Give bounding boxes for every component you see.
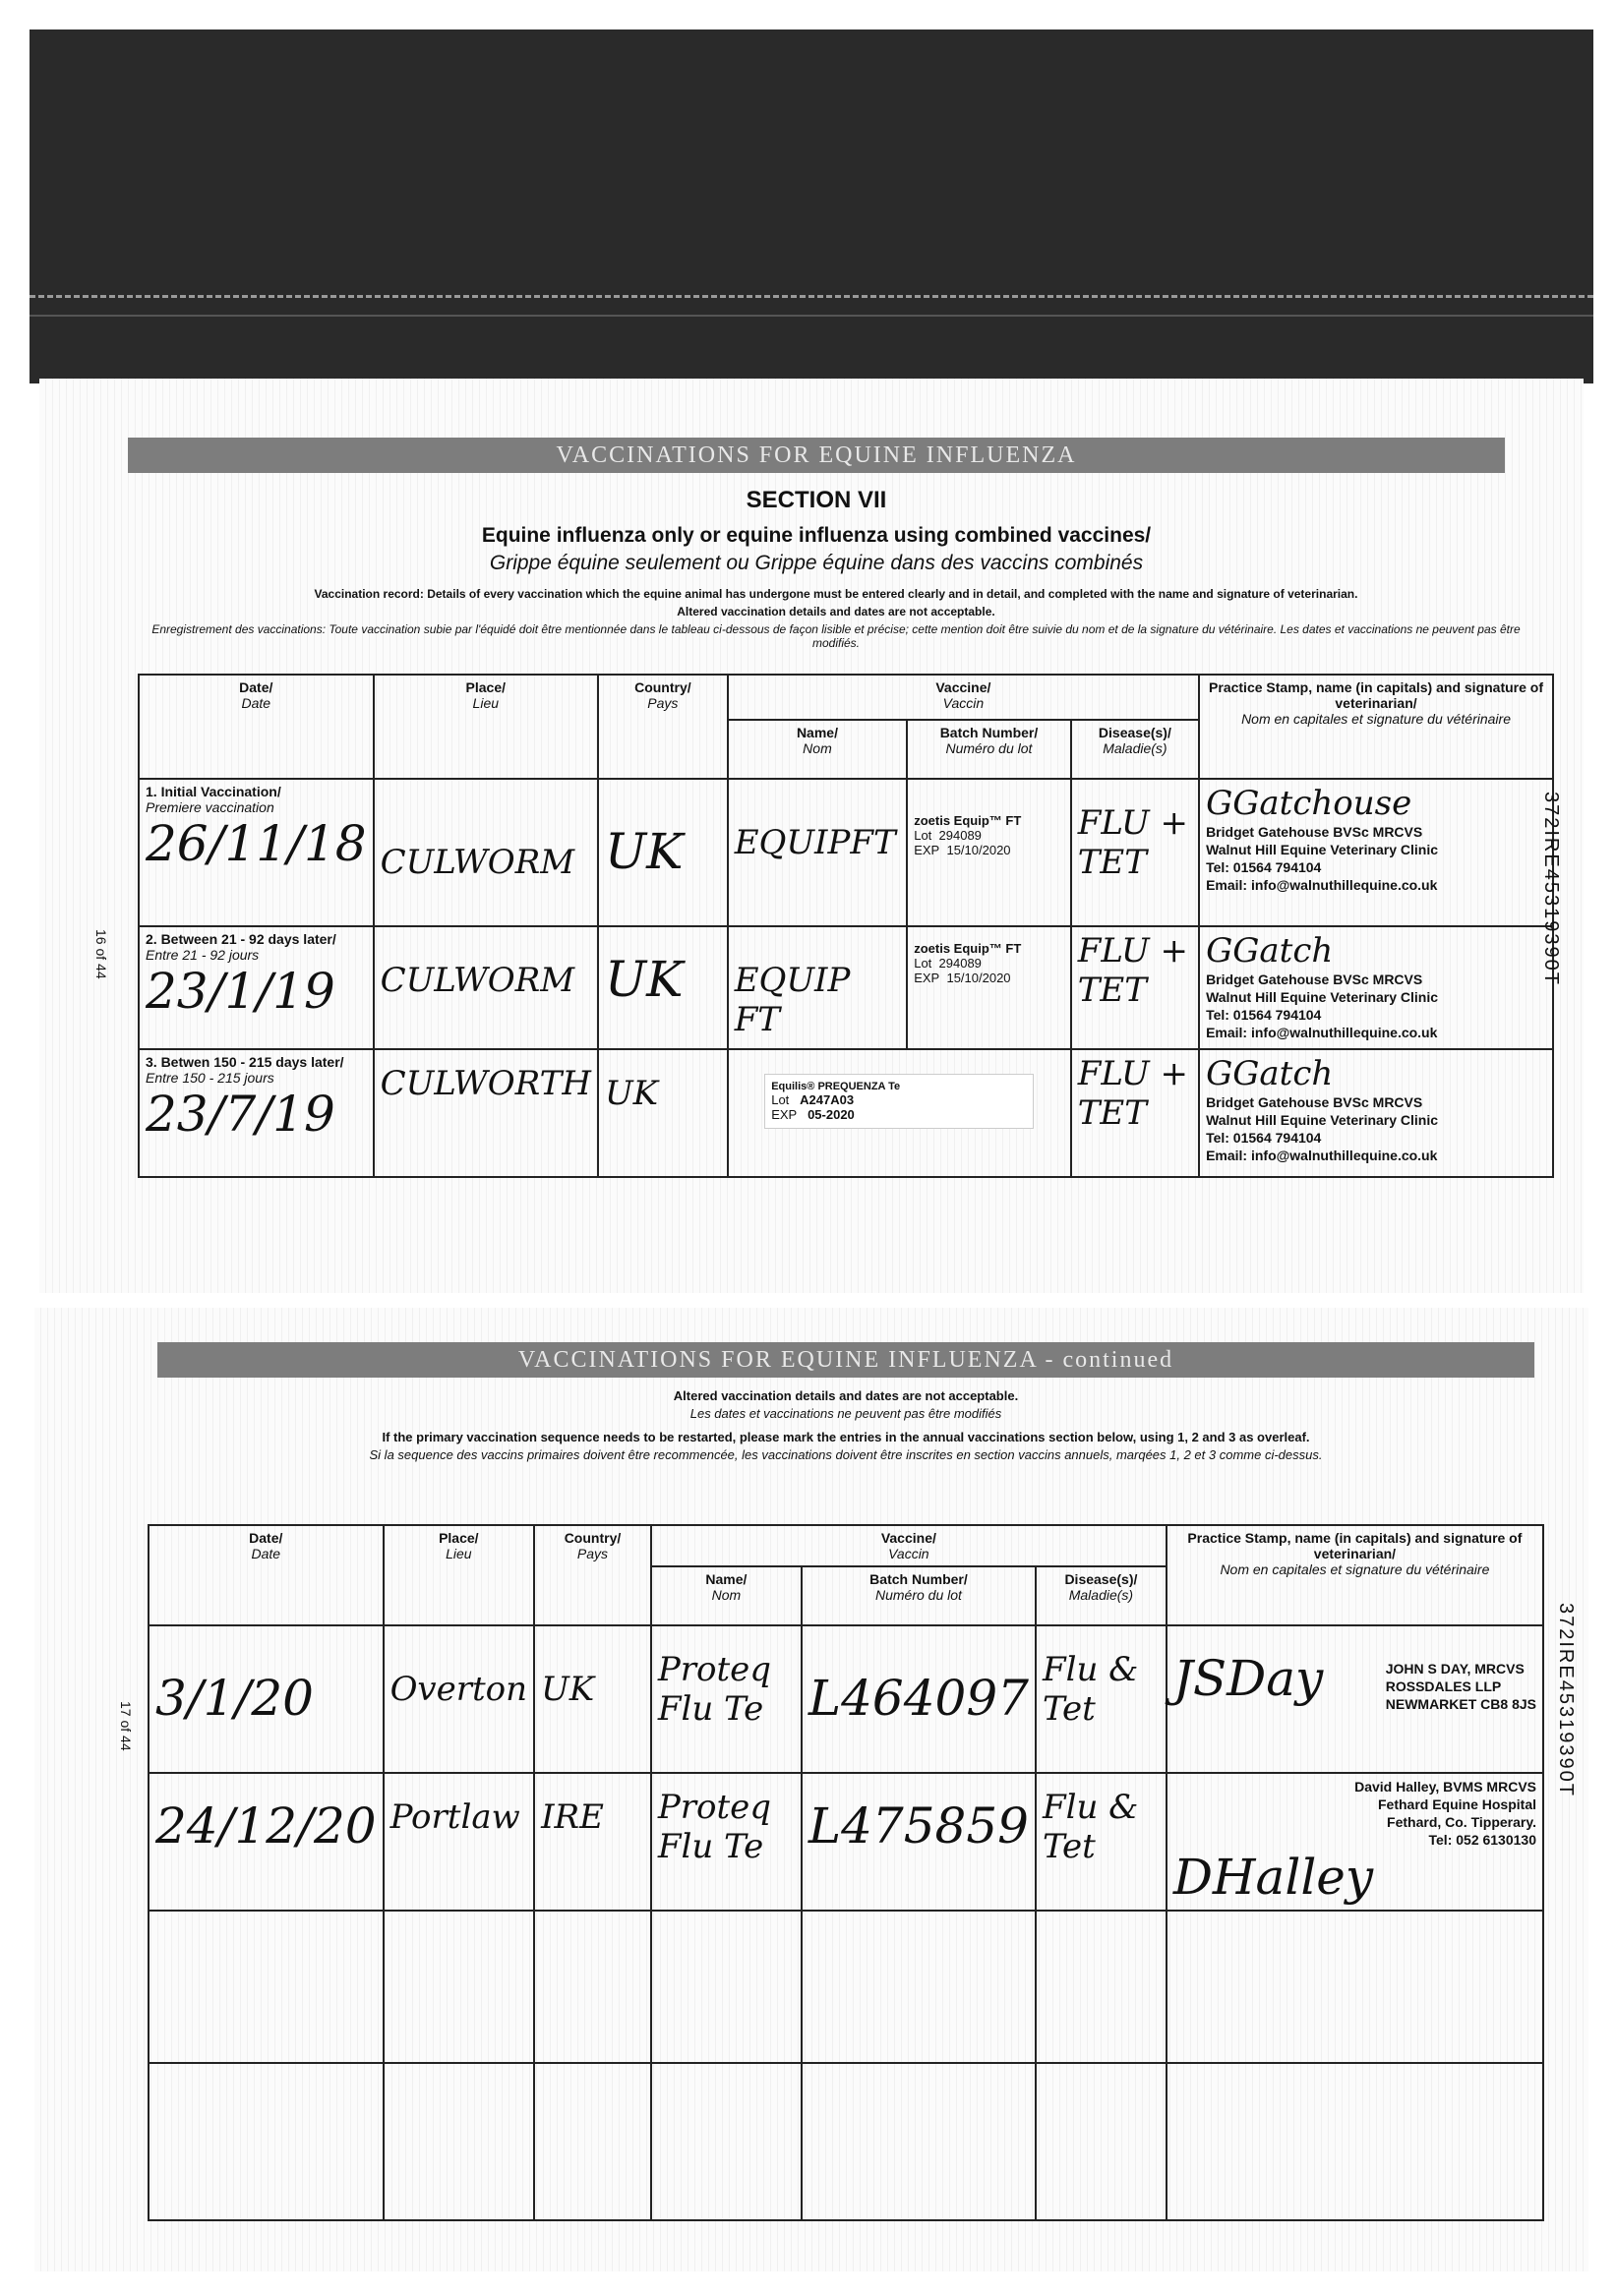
practice-stamp: Bridget Gatehouse BVSc MRCVS Walnut Hill Equine Veterinary Clinic Tel: 01564 794104 Email: info@walnuthillequine.co.uk	[1206, 824, 1439, 893]
disease-value: FLU + TET	[1077, 803, 1188, 882]
country-cell	[598, 926, 728, 1049]
practice-cell	[1199, 779, 1553, 926]
date-cell	[139, 926, 374, 1049]
country-value: IRE	[541, 1797, 604, 1837]
name-value: Proteq Flu Te	[657, 1788, 772, 1866]
batch-lot: Lot 294089	[914, 956, 982, 971]
row-label: 3. Betwen 150 - 215 days later/ Entre 150 - 215 jours	[146, 1054, 344, 1086]
col-vaccine-header: Vaccine/ Vaccin	[728, 675, 1199, 720]
col-date-header: Date/ Date	[139, 675, 374, 779]
practice-stamp: Bridget Gatehouse BVSc MRCVS Walnut Hill Equine Veterinary Clinic Tel: 01564 794104 Email: info@walnuthillequine.co.uk	[1206, 1094, 1439, 1163]
altered-note-en: Altered vaccination details and dates are not acceptable.	[677, 605, 995, 618]
vet-signature: GGatchouse	[1206, 784, 1412, 823]
disease-cell	[1036, 1773, 1167, 1911]
col-practice-header: Practice Stamp, name (in capitals) and signature of veterinarian/ Nom en capitales et signature du vétérinaire	[1199, 675, 1553, 779]
country-cell	[534, 2063, 651, 2220]
disease-cell	[1071, 1049, 1199, 1177]
disease-cell	[1036, 2063, 1167, 2220]
place-value: CULWORTH	[380, 1064, 592, 1103]
record-note-fr: Enregistrement des vaccinations: Toute vaccination subie par l'équidé doit être mentionnée dans le tableau ci-dessous de façon lisible et précise; cette mention doit être suivie du nom et de la signature du vétérinaire. Les dates et vaccinations ne peuvent pas être modifiés.	[151, 622, 1521, 650]
date-value: 3/1/20	[155, 1670, 314, 1727]
disease-value: Flu & Tet	[1043, 1650, 1139, 1729]
place-cell	[384, 1773, 535, 1911]
col-batch-header: Batch Number/ Numéro du lot	[802, 1566, 1036, 1625]
country-cell	[598, 779, 728, 926]
name-cell	[728, 779, 908, 926]
place-value: Portlaw	[389, 1797, 520, 1837]
country-value: UK	[541, 1670, 595, 1709]
place-cell	[374, 1049, 598, 1177]
batch-brand: Equilis® PREQUENZA Te	[771, 1081, 901, 1092]
disease-cell	[1036, 1625, 1167, 1773]
practice-cell	[1167, 1773, 1543, 1911]
batch-brand: zoetis Equip™ FT	[914, 813, 1022, 828]
name-value: EQUIPFT	[734, 823, 896, 862]
batch-label-cell	[728, 1049, 1071, 1177]
batch-sticker	[764, 1074, 1034, 1129]
batch-brand: zoetis Equip™ FT	[914, 941, 1022, 956]
passport-page-16	[39, 379, 1584, 1293]
batch-value: L475859	[808, 1797, 1029, 1854]
place-cell	[374, 926, 598, 1049]
batch-exp: EXP 15/10/2020	[914, 971, 1011, 985]
col-country-header: Country/ Pays	[598, 675, 728, 779]
date-value: 23/7/19	[146, 1086, 335, 1143]
country-cell	[534, 1625, 651, 1773]
table-row	[149, 1911, 1543, 2063]
practice-cell	[1167, 1625, 1543, 1773]
vaccination-table-primary	[138, 674, 1554, 1178]
batch-exp: EXP 15/10/2020	[914, 843, 1011, 857]
restart-note-en: If the primary vaccination sequence needs to be restarted, please mark the entries in the annual vaccinations section below, using 1, 2 and 3 as overleaf.	[382, 1430, 1310, 1444]
col-date-header: Date/ Date	[149, 1525, 384, 1625]
subtitle-fr: Grippe équine seulement ou Grippe équine dans des vaccins combinés	[489, 552, 1144, 574]
batch-lot: Lot A247A03	[771, 1092, 855, 1107]
place-value: Overton	[389, 1670, 528, 1709]
book-cover-edge	[30, 29, 1593, 383]
disease-value: FLU + TET	[1077, 931, 1188, 1010]
section-title: SECTION VII	[746, 487, 887, 513]
date-cell	[149, 2063, 384, 2220]
batch-cell	[907, 926, 1071, 1049]
col-batch-header: Batch Number/ Numéro du lot	[907, 720, 1071, 779]
stitch-line	[30, 295, 1593, 298]
table-row	[139, 926, 1553, 1049]
passport-page-17	[34, 1308, 1588, 2271]
practice-cell	[1167, 2063, 1543, 2220]
col-place-header: Place/ Lieu	[374, 675, 598, 779]
date-cell	[149, 1773, 384, 1911]
country-value: UK	[605, 951, 684, 1008]
date-value: 23/1/19	[146, 963, 335, 1020]
country-value: UK	[605, 823, 684, 880]
practice-cell	[1167, 1911, 1543, 2063]
batch-cell	[802, 1911, 1036, 2063]
col-vaccine-header: Vaccine/ Vaccin	[651, 1525, 1167, 1566]
date-cell	[149, 1625, 384, 1773]
place-cell	[374, 779, 598, 926]
record-note-en: Vaccination record: Details of every vaccination which the equine animal has undergone must be entered clearly and in detail, and completed with the name and signature of veterinarian.	[314, 587, 1358, 601]
vet-signature: DHalley	[1172, 1849, 1374, 1906]
batch-cell	[802, 1773, 1036, 1911]
name-cell	[651, 1911, 802, 2063]
restart-note-fr: Si la sequence des vaccins primaires doivent être recommencée, les vaccinations doivent être inscrites en section vaccins annuels, marqées 1, 2 et 3 comme ci-dessus.	[369, 1447, 1323, 1462]
col-disease-header: Disease(s)/ Maladie(s)	[1036, 1566, 1167, 1625]
passport-side-code: 372IRE45319390T	[1540, 792, 1562, 986]
row-label: 1. Initial Vaccination/ Premiere vaccination	[146, 784, 281, 815]
date-cell	[139, 1049, 374, 1177]
altered-note-en: Altered vaccination details and dates are not acceptable.	[673, 1388, 1019, 1403]
country-cell	[534, 1911, 651, 2063]
name-value: EQUIP FT	[734, 961, 851, 1039]
practice-stamp: David Halley, BVMS MRCVS Fethard Equine Hospital Fethard, Co. Tipperary. Tel: 052 6130130	[1354, 1779, 1536, 1848]
batch-cell	[802, 2063, 1036, 2220]
practice-cell	[1199, 926, 1553, 1049]
disease-cell	[1071, 779, 1199, 926]
col-place-header: Place/ Lieu	[384, 1525, 535, 1625]
name-cell	[651, 2063, 802, 2220]
col-name-header: Name/ Nom	[728, 720, 908, 779]
batch-cell	[802, 1625, 1036, 1773]
date-cell	[139, 779, 374, 926]
passport-side-code: 372IRE45319390T	[1555, 1603, 1577, 1797]
place-cell	[384, 1911, 535, 2063]
col-country-header: Country/ Pays	[534, 1525, 651, 1625]
place-cell	[384, 1625, 535, 1773]
country-cell	[598, 1049, 728, 1177]
batch-lot: Lot 294089	[914, 828, 982, 843]
disease-value: Flu & Tet	[1043, 1788, 1139, 1866]
batch-exp: EXP 05-2020	[771, 1107, 855, 1122]
vet-signature: JSDay	[1172, 1650, 1324, 1707]
section-banner: VACCINATIONS FOR EQUINE INFLUENZA - continued	[157, 1342, 1534, 1378]
practice-stamp: JOHN S DAY, MRCVS ROSSDALES LLP NEWMARKET CB8 8JS	[1385, 1661, 1536, 1712]
table-row	[139, 1049, 1553, 1177]
table-row	[149, 1773, 1543, 1911]
name-cell	[728, 926, 908, 1049]
table-row	[139, 779, 1553, 926]
place-cell	[384, 2063, 535, 2220]
place-value: CULWORM	[380, 843, 575, 882]
country-value: UK	[605, 1074, 659, 1113]
row-label: 2. Between 21 - 92 days later/ Entre 21 - 92 jours	[146, 931, 336, 963]
disease-value: FLU + TET	[1077, 1054, 1188, 1133]
altered-note-fr: Les dates et vaccinations ne peuvent pas être modifiés	[689, 1406, 1002, 1421]
country-cell	[534, 1773, 651, 1911]
page-number: 16 of 44	[93, 929, 109, 979]
subtitle-en: Equine influenza only or equine influenza using combined vaccines/	[481, 524, 1152, 547]
batch-value: L464097	[808, 1670, 1029, 1727]
col-practice-header: Practice Stamp, name (in capitals) and signature of veterinarian/ Nom en capitales et signature du vétérinaire	[1167, 1525, 1543, 1625]
disease-cell	[1071, 926, 1199, 1049]
practice-cell	[1199, 1049, 1553, 1177]
table-row	[149, 2063, 1543, 2220]
practice-stamp: Bridget Gatehouse BVSc MRCVS Walnut Hill Equine Veterinary Clinic Tel: 01564 794104 Email: info@walnuthillequine.co.uk	[1206, 971, 1439, 1040]
name-cell	[651, 1773, 802, 1911]
batch-cell	[907, 779, 1071, 926]
page-number: 17 of 44	[118, 1701, 134, 1751]
col-name-header: Name/ Nom	[651, 1566, 802, 1625]
date-value: 24/12/20	[155, 1797, 377, 1854]
name-value: Proteq Flu Te	[657, 1650, 772, 1729]
date-cell	[149, 1911, 384, 2063]
col-disease-header: Disease(s)/ Maladie(s)	[1071, 720, 1199, 779]
table-row	[149, 1625, 1543, 1773]
vet-signature: GGatch	[1206, 931, 1334, 971]
date-value: 26/11/18	[146, 815, 367, 872]
vaccination-table-annual	[148, 1524, 1544, 2221]
disease-cell	[1036, 1911, 1167, 2063]
vet-signature: GGatch	[1206, 1054, 1334, 1093]
cover-seam	[30, 315, 1593, 317]
section-banner: VACCINATIONS FOR EQUINE INFLUENZA	[128, 438, 1505, 473]
place-value: CULWORM	[380, 961, 575, 1000]
name-cell	[651, 1625, 802, 1773]
